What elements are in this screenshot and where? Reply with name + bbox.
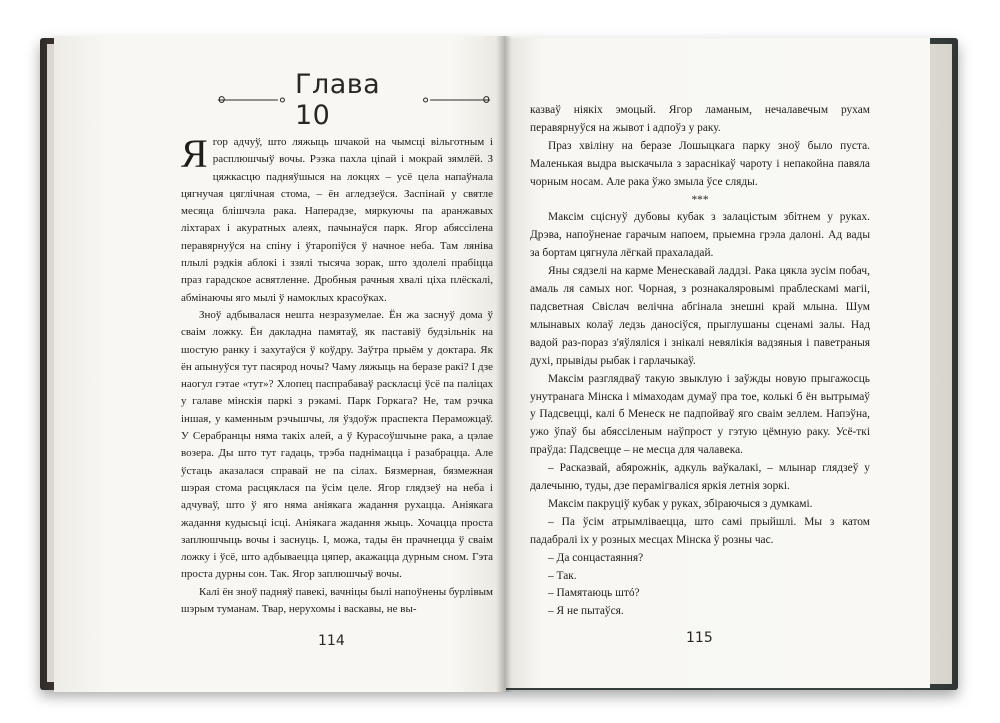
left-ornament-icon — [216, 90, 287, 110]
paragraph: – Я не пытаўся. — [548, 605, 624, 618]
paragraph: Праз хвіліну на беразе Лошыцкага парку зноў было пуста. Маленькая выдра выскачыла з зараснікаў чароту і непакойна павяла чорным носам. Але рака ўжо змыла ўсе сляды. — [530, 139, 870, 188]
right-ornament-icon — [421, 90, 492, 110]
paragraph: Максім разглядваў такую звыклую і заўжды новую прыгажосць унутранага Мінска і мімаходам думаў пра тое, колькі б ён вытрымаў у Падсвецці, калі б Менеск не падпойваў яго сваім зеллем. Напэўна, ужо ўпаў бы абяссіленым наўпрост у гэтую цёмную раку. Усё-ткі праўда: Падсвецце – не месца для чалавека. — [530, 372, 870, 457]
paragraph: Яны сядзелі на карме Менескавай ладдзі. Рака цякла зусім побач, амаль ля самых ног. Чорная, з рознакаляровымі праблескамі магіі, падсветная Свіслач велічна абгінала знешні край млына. Шум млынавых колаў ледзь даносіўся, прыглушаны сценамі залы. Над вадой раз-пораз з'яўляліся і знікалі невялікія вадзяныя і паветраныя духі, прывіды рыбак і гарлачыкаў. — [530, 265, 870, 367]
paragraph: Калі ён зноў падняў павекі, вачніцы былі напоўнены бурлівым шэрым туманам. Твар, нерухомы і васкавы, не вы- — [181, 585, 493, 616]
page-number-left: 114 — [318, 633, 345, 649]
drop-cap: Я — [181, 131, 208, 176]
paragraph: Максім сціснуў дубовы кубак з залацістым збітнем у руках. Дрэва, напоўненае гарачым напоем, прыемна грэла далоні. Ад вады за бортам цягнула лёгкай прахаладай. — [530, 211, 870, 260]
paragraph: – Да сонцастаяння? — [548, 551, 644, 564]
paragraph: – Па ўсім атрымліваецца, што самі прыйшлі. Мы з катом падабралі іх у розных месцах Мінска ў розны час. — [530, 515, 870, 546]
paragraph: Максім пакруціў кубак у руках, збіраючыся з думкамі. — [548, 497, 813, 510]
paragraph: – Памятаюць штó? — [548, 587, 640, 600]
left-page-text — [181, 131, 493, 618]
paragraph: – Так. — [548, 569, 577, 582]
chapter-heading — [216, 69, 492, 131]
paragraph: – Расказвай, абярожнік, адкуль ваўкалакі, – млынар глядзеў у далечыню, туды, дзе перамігваліся яркія летнія зоркі. — [530, 462, 870, 493]
paragraph: Зноў адбывалася нешта незразумелае. Ён жа заснуў дома ў сваім ложку. Ён дакладна памятаў, як паставіў будзільнік на шостую ранку і захутаўся ў коўдру. Заўтра прыём у доктара. Як ён апынуўся тут пасярод ночы? Чаму ляжыць на беразе ракі? І дзе наогул гэтае «тут»? Хлопец паспрабаваў раскласці ўсё па паліцах у галаве мінскія паркі з рэкамі. Парк Горкага? Не, там рэчка іншая, у каменным рэчышчы, ля ўздоўж праспекта Пераможцаў. У Серабранцы няма такіх алей, а ў Курасоўшчыне рака, а цэлае возера. Ды што тут гадаць, трэба паднімацца і разабрацца. Але ўстаць аказалася справай не па сілах. Бязмерная, бязмежная шэрая стома расцяклася па ўсім целе. Ягор глядзеў на неба і адчуваў, што ў яго няма аніякага жадання рухацца. Аніякага жадання кудысьці ісці. Аніякага жадання жыць. Хочацца проста заплюшчыць вочы і заснуць. І, можа, тады ён прачнецца ў сваім ложку і ўсё, што адбываецца цяпер, акажацца дурным сном. Гэта проста дурны сон. Так. Ягор заплюшчыў вочы. — [181, 308, 493, 581]
paragraph: Ягор адчуў, што ляжыць шчакой на чымсці вільготным і расплюшчыў вочы. Рэзка пахла ціnай і мокрай зямлёй. З цяжкасцю падняўшыся на локцях – усё цела напаўнала цягнучая цяглічная стома, – ён агледзеўся. Заспінай у святле месяца блішчэла рака. Наперадзе, мяркуючы па аранжавых ліхтарах і акуратных алеях, пачынаўся парк. Ягор абяссілена перавярнуўся на спіну і ўтаропіўся ў начное неба. Там ляніва плылі рэдкія аблокі і ззялі тысяча зорак, што здолелі прабіцца праз гарадское асвятленне. Дробныя рачныя хвалі ціха плёскалі, абмінаючы яго мылі ў намоклых красоўках. — [181, 131, 493, 304]
right-page-text — [530, 102, 870, 621]
section-separator: *** — [691, 193, 709, 206]
page-number-right: 115 — [686, 630, 713, 646]
book-gutter — [496, 36, 512, 692]
chapter-title: Глава 10 — [294, 69, 381, 131]
paragraph: казваў ніякіх эмоцый. Ягор ламаным, нечалавечым рухам перавярнуўся на жывот і адпоўз у раку. — [530, 104, 870, 134]
